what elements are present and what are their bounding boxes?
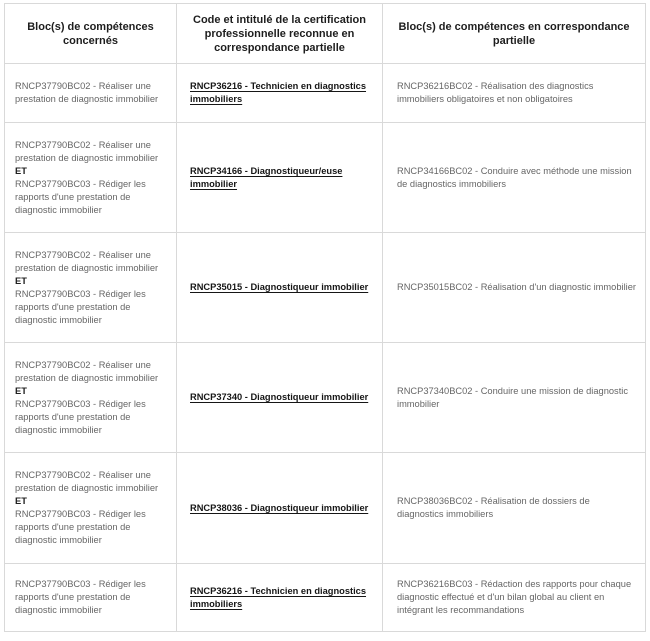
blocs-cell xyxy=(5,64,177,123)
correspondence-table xyxy=(4,3,646,632)
certification-cell xyxy=(177,453,383,564)
certification-cell xyxy=(177,564,383,632)
bloc-text: RNCP37790BC02 - Réaliser une prestation de diagnostic immobilier xyxy=(15,470,159,493)
blocs-cell xyxy=(5,453,177,564)
blocs-cell xyxy=(5,343,177,453)
bloc-text: RNCP37790BC02 - Réaliser une prestation de diagnostic immobilier xyxy=(15,139,159,163)
correspondance-cell: RNCP37340BC02 - Conduire une mission de diagnostic immobilier xyxy=(383,343,646,453)
et-connector: ET xyxy=(15,496,27,506)
table-row xyxy=(5,233,646,343)
certification-link[interactable]: RNCP35015 - Diagnostiqueur immobilier xyxy=(190,282,369,292)
header-blocs-concernes: Bloc(s) de compétences concernés xyxy=(5,4,177,64)
certification-link[interactable]: RNCP36216 - Technicien en diagnostics immobiliers xyxy=(190,585,367,609)
correspondance-cell: RNCP36216BC02 - Réalisation des diagnostics immobiliers obligatoires et non obligatoires xyxy=(383,64,646,123)
table-row xyxy=(5,453,646,564)
et-connector: ET xyxy=(15,165,27,176)
blocs-cell xyxy=(5,564,177,632)
table-row xyxy=(5,123,646,233)
bloc-text: RNCP37790BC03 - Rédiger les rapports d'une prestation de diagnostic immobilier xyxy=(15,509,146,545)
bloc-text: RNCP37790BC02 - Réaliser une prestation de diagnostic immobilier xyxy=(15,249,159,273)
table-row xyxy=(5,564,646,632)
header-blocs-correspondance: Bloc(s) de compétences en correspondance partielle xyxy=(383,4,646,64)
certification-link[interactable]: RNCP36216 - Technicien en diagnostics immobiliers xyxy=(190,81,367,104)
certification-cell xyxy=(177,123,383,233)
correspondance-cell: RNCP35015BC02 - Réalisation d'un diagnostic immobilier xyxy=(383,233,646,343)
bloc-text: RNCP37790BC02 - Réaliser une prestation de diagnostic immobilier xyxy=(15,81,159,104)
certification-cell xyxy=(177,343,383,453)
header-certification: Code et intitulé de la certification professionnelle reconnue en correspondance partielle xyxy=(177,4,383,64)
bloc-text: RNCP37790BC03 - Rédiger les rapports d'une prestation de diagnostic immobilier xyxy=(15,288,146,325)
table-header-row xyxy=(5,4,646,64)
bloc-text: RNCP37790BC03 - Rédiger les rapports d'une prestation de diagnostic immobilier xyxy=(15,178,146,215)
certification-link[interactable]: RNCP34166 - Diagnostiqueur/euse immobilier xyxy=(190,165,343,189)
blocs-cell xyxy=(5,233,177,343)
correspondance-cell: RNCP38036BC02 - Réalisation de dossiers de diagnostics immobiliers xyxy=(383,453,646,564)
correspondence-table-container xyxy=(4,3,646,632)
et-connector: ET xyxy=(15,275,27,286)
correspondance-cell: RNCP36216BC03 - Rédaction des rapports pour chaque diagnostic effectué et d'un bilan global au client en intégrant les recommandations xyxy=(383,564,646,632)
certification-cell xyxy=(177,233,383,343)
bloc-text: RNCP37790BC03 - Rédiger les rapports d'une prestation de diagnostic immobilier xyxy=(15,579,146,615)
blocs-cell xyxy=(5,123,177,233)
certification-link[interactable]: RNCP38036 - Diagnostiqueur immobilier xyxy=(190,502,369,513)
table-row xyxy=(5,64,646,123)
certification-link[interactable]: RNCP37340 - Diagnostiqueur immobilier xyxy=(190,392,369,402)
et-connector: ET xyxy=(15,385,27,396)
table-row xyxy=(5,343,646,453)
bloc-text: RNCP37790BC03 - Rédiger les rapports d'une prestation de diagnostic immobilier xyxy=(15,398,146,435)
bloc-text: RNCP37790BC02 - Réaliser une prestation de diagnostic immobilier xyxy=(15,359,159,383)
certification-cell xyxy=(177,64,383,123)
correspondance-cell: RNCP34166BC02 - Conduire avec méthode une mission de diagnostics immobiliers xyxy=(383,123,646,233)
